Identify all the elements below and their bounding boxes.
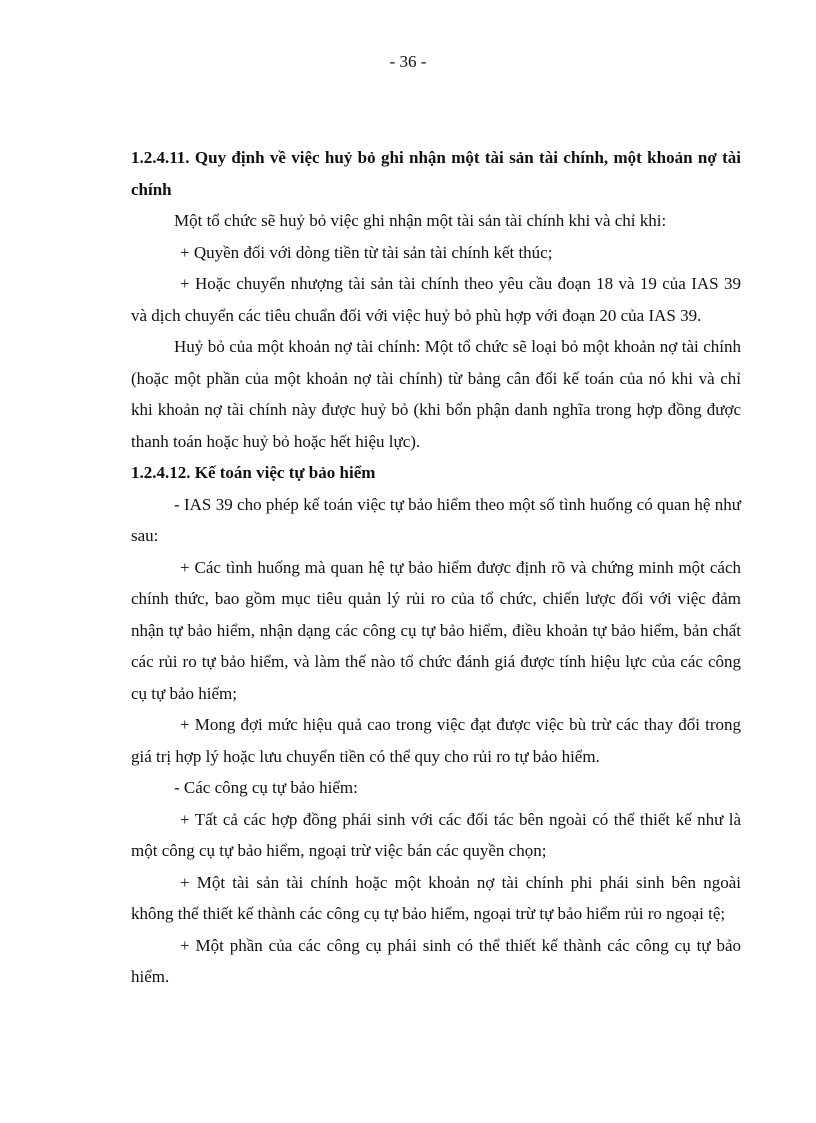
document-body [131, 142, 741, 993]
hedge-instrument-1: + Tất cả các hợp đồng phái sinh với các đối tác bên ngoài có thể thiết kế như là một công cụ tự bảo hiểm, ngoại trừ việc bán các quyền chọn; [131, 809, 741, 860]
hedge-condition-2: + Mong đợi mức hiệu quả cao trong việc đạt được việc bù trừ các thay đổi trong giá trị hợp lý hoặc lưu chuyển tiền có thể quy cho rủi ro tự bảo hiểm. [131, 715, 741, 766]
hedge-instrument-3: + Một phần của các công cụ phái sinh có thể thiết kế thành các công cụ tự bảo hiểm. [131, 935, 741, 986]
section-heading-derecognition: 1.2.4.11. Quy định về việc huỷ bỏ ghi nhận một tài sản tài chính, một khoản nợ tài chính [131, 148, 741, 199]
derecognition-item-2: + Hoặc chuyển nhượng tài sản tài chính theo yêu cầu đoạn 18 và 19 của IAS 39 và dịch chuyển các tiêu chuẩn đối với việc huỷ bỏ phù hợp với đoạn 20 của IAS 39. [131, 274, 741, 325]
hedge-intro: - IAS 39 cho phép kế toán việc tự bảo hiểm theo một số tình huống có quan hệ như sau: [131, 494, 741, 545]
derecognition-item-1: + Quyền đối với dòng tiền từ tài sản tài chính kết thúc; [180, 242, 553, 262]
hedge-instruments-intro: - Các công cụ tự bảo hiểm: [174, 778, 358, 797]
page-number: - 36 - [389, 52, 427, 71]
hedge-condition-1: + Các tình huống mà quan hệ tự bảo hiểm được định rõ và chứng minh một cách chính thức, bao gồm mục tiêu quản lý rủi ro của tổ chức, chiến lược đối với việc đảm nhận tự bảo hiểm, nhận dạng các công cụ tự bảo hiểm, điều khoản tự bảo hiểm, bản chất các rủi ro tự bảo hiểm, và làm thế nào tổ chức đánh giá được tính hiệu lực của các công cụ tự bảo hiểm; [131, 557, 741, 703]
hedge-instrument-2: + Một tài sản tài chính hoặc một khoản nợ tài chính phi phái sinh bên ngoài không thể thiết kế thành các công cụ tự bảo hiểm, ngoại trừ tự bảo hiểm rủi ro ngoại tệ; [131, 872, 741, 923]
derecognition-intro: Một tổ chức sẽ huỷ bỏ việc ghi nhận một tài sản tài chính khi và chỉ khi: [174, 211, 667, 230]
section-heading-hedge-accounting: 1.2.4.12. Kế toán việc tự bảo hiểm [131, 463, 376, 482]
liability-derecognition-paragraph: Huỷ bỏ của một khoản nợ tài chính: Một tổ chức sẽ loại bỏ một khoản nợ tài chính (hoặc một phần của một khoản nợ tài chính) từ bảng cân đối kế toán của nó khi và chỉ khi khoản nợ tài chính này được huỷ bỏ (khi bổn phận danh nghĩa trong hợp đồng được thanh toán hoặc huỷ bỏ hoặc hết hiệu lực). [131, 337, 741, 451]
